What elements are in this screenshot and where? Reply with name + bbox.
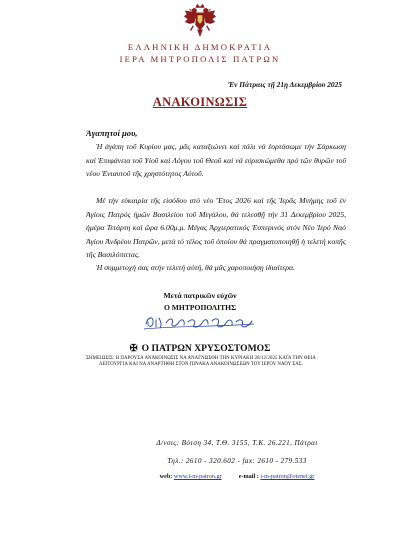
- footer-address: Δ/νσις: Βότση 34, Τ.Θ. 3155, Τ.Κ. 26.221, Πάτραι: [156, 439, 318, 447]
- paragraph-2: Μέ τήν εὐκαιρία τῆς εἰσόδου στό νέο Ἔτος 2026 καί τῆς Ἱερᾶς Μνήμης τοῦ ἐν Ἁγίοις Πατρός ἡμῶν Βασιλείου τοῦ Μεγάλου, θά τελεσθῇ τήν 31 Δεκεμβρίου 2025, ἡμέρα Τετάρτη καί ὥρα 6.00μ.μ. Μέγας Ἀρχιερατικός Ἑσπερινός στόν Νέο Ἱερό Ναό Ἁγίου Ἀνδρέου Πατρῶν, μετά τό τέλος τοῦ ὁποίου θά πραγματοποιηθῇ ἡ τελετή κοπῆς τῆς Βασιλόπιττας.: [86, 196, 346, 260]
- paragraph-1: Ἡ ἀγάπη τοῦ Κυρίου μας, μᾶς καταξιώνει καί πάλι νά ἑορτάσωμε τήν Σάρκωση καί Ἐπιφάνεια τοῦ Υἱοῦ καί Λόγου τοῦ Θεοῦ καί νά εὑρισκώμεθα πρό τῶν θυρῶν τοῦ νέου Ἐνιαυτοῦ τῆς χρηστότητος Αὐτοῦ.: [86, 142, 346, 179]
- document-title: ΑΝΑΚΟΙΝΩΣΙΣ: [152, 95, 248, 109]
- email-label: e-mail :: [238, 473, 259, 480]
- cross-icon: ✠: [129, 343, 138, 354]
- web-label: web:: [159, 473, 173, 480]
- signer-name: [0, 343, 400, 354]
- date-line: Έν Πάτραις τῇ 21ῃ Δεκεμβρίου 2025: [228, 80, 342, 89]
- signer-name-text: Ο ΠΑΤΡΩΝ ΧΡΥΣΟΣΤΟΜΟΣ: [141, 343, 271, 354]
- website-link[interactable]: www.i-m-patron.gr: [173, 473, 222, 480]
- salutation: Ἀγαπητοί μου,: [86, 128, 138, 138]
- org-line-metropolis: ΙΕΡΑ ΜΗΤΡΟΠΟΛΙΣ ΠΑΤΡΩΝ: [119, 54, 281, 64]
- reading-notice: ΣΗΜΕΙΩΣΙΣ: Η ΠΑΡΟΥΣΑ ΑΝΑΚΟΙΝΩΣΙΣ ΝΑ ΑΝΑΓΝΩΣΘΗ ΤΗΝ ΚΥΡΙΑΚΗ 28/12/2025 ΚΑΤΑ ΤΗΝ ΘΕΙΑ ΛΕΙΤΟΥΡΓΙΑ ΚΑΙ ΝΑ ΑΝΑΡΤΗΘΗ ΣΤΟΝ ΠΙΝΑΚΑ ΑΝΑΚΟΙΝΩΣΕΩΝ ΤΟΥ ΙΕΡΟΥ ΝΑΟΥ ΣΑΣ.: [86, 356, 316, 368]
- footer-phones: Τηλ.: 2610 - 320.602 - fax: 2610 - 279.533: [167, 457, 307, 465]
- signer-title: Ο ΜΗΤΡΟΠΟΛΙΤΗΣ: [163, 303, 237, 312]
- handwritten-signature: [142, 312, 258, 332]
- org-line-republic: ΕΛΛΗΝΙΚΗ ΔΗΜΟΚΡΑΤΙΑ: [127, 42, 273, 52]
- email-link[interactable]: i-m-patron@otenet.gr: [260, 473, 315, 480]
- double-headed-eagle-icon: [181, 2, 219, 40]
- closing-wishes: Μετά πατρικῶν εὐχῶν: [163, 291, 237, 300]
- paragraph-3: Ἡ συμμετοχή σας στήν τελετή αὐτή, θά μᾶς χαροποιήσῃ ἰδιαίτερα.: [96, 263, 296, 272]
- footer-web-line: [92, 473, 382, 480]
